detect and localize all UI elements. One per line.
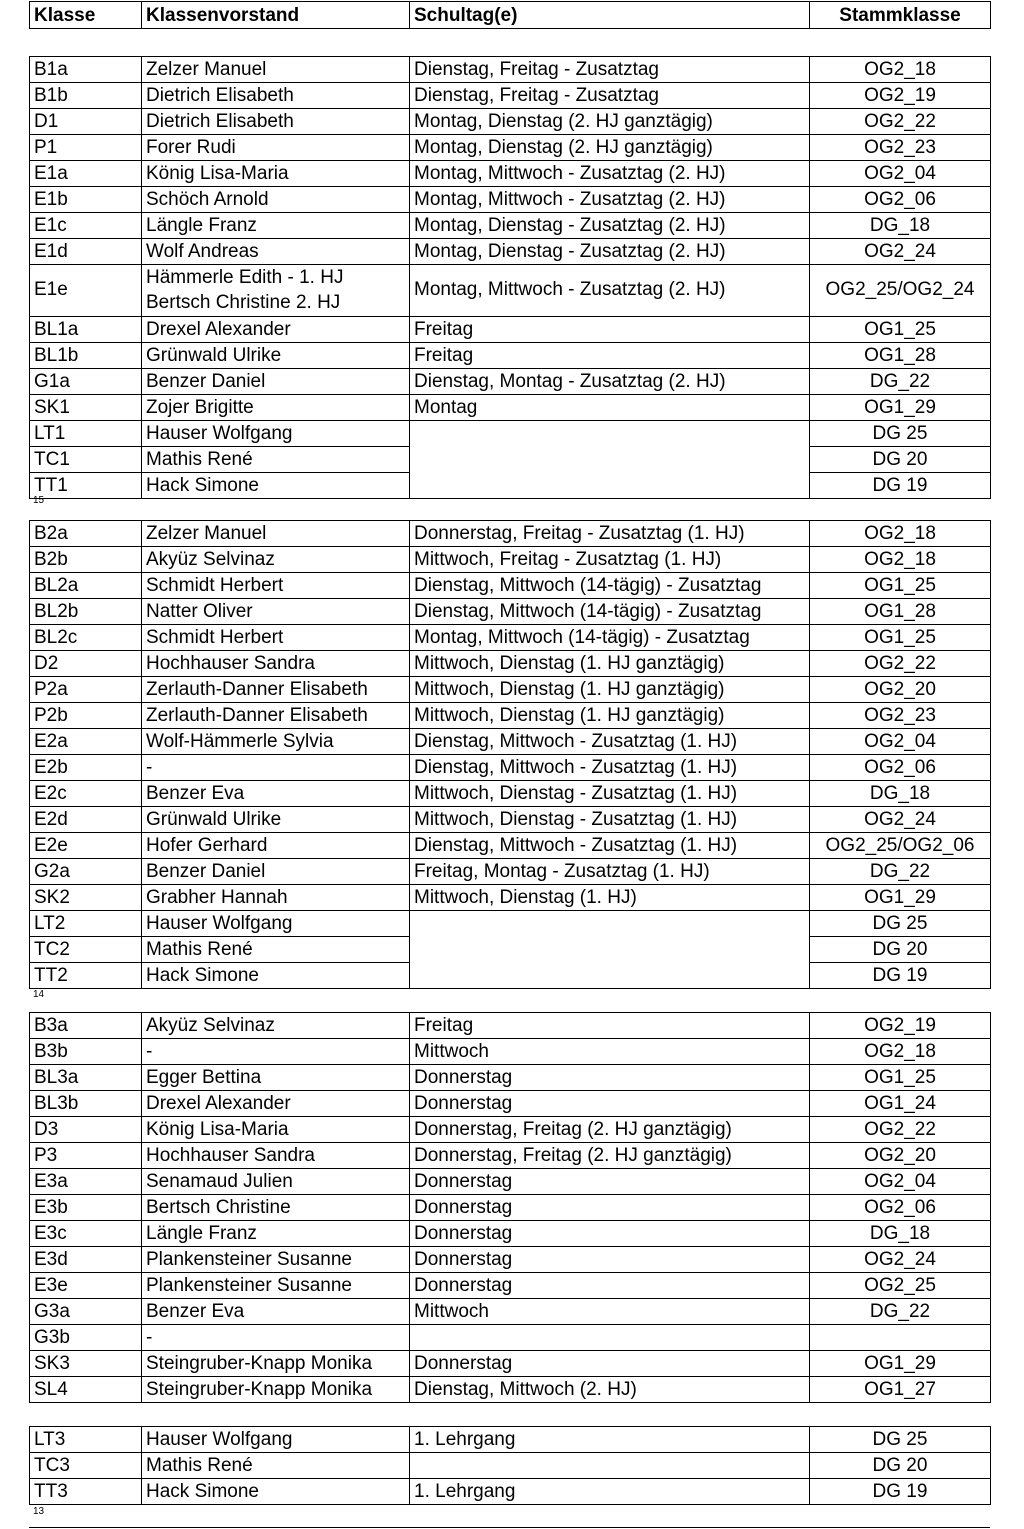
schultage-cell: Dienstag, Mittwoch - Zusatztag (1. HJ) bbox=[410, 729, 810, 755]
stammklasse-cell: OG2_18 bbox=[810, 1039, 991, 1065]
vorstand-cell bbox=[142, 265, 410, 317]
klasse-cell: LT2 bbox=[30, 911, 142, 937]
schultage-cell: Donnerstag bbox=[410, 1351, 810, 1377]
stammklasse-cell: OG2_18 bbox=[810, 57, 991, 83]
klasse-cell: SK1 bbox=[30, 395, 142, 421]
stammklasse-cell: OG2_23 bbox=[810, 703, 991, 729]
vorstand-cell: Schmidt Herbert bbox=[142, 573, 410, 599]
table-row bbox=[30, 213, 991, 239]
table-row bbox=[30, 781, 991, 807]
table-row bbox=[30, 833, 991, 859]
table-row bbox=[30, 1221, 991, 1247]
stammklasse-cell: OG2_20 bbox=[810, 1143, 991, 1169]
stammklasse-cell: DG_18 bbox=[810, 1221, 991, 1247]
schultage-cell: Montag, Mittwoch - Zusatztag (2. HJ) bbox=[410, 187, 810, 213]
table-row bbox=[30, 1479, 991, 1505]
stammklasse-cell: OG2_04 bbox=[810, 1169, 991, 1195]
table-row bbox=[30, 1117, 991, 1143]
schultage-cell: Mittwoch, Dienstag (1. HJ ganztägig) bbox=[410, 651, 810, 677]
klasse-cell: LT1 bbox=[30, 421, 142, 447]
table-row bbox=[30, 1039, 991, 1065]
klasse-cell: E2b bbox=[30, 755, 142, 781]
vorstand-cell: Steingruber-Knapp Monika bbox=[142, 1351, 410, 1377]
vorstand-cell: Zelzer Manuel bbox=[142, 521, 410, 547]
schultage-cell: Dienstag, Freitag - Zusatztag bbox=[410, 83, 810, 109]
header-schultage: Schultag(e) bbox=[410, 2, 810, 29]
schultage-cell: Dienstag, Mittwoch - Zusatztag (1. HJ) bbox=[410, 755, 810, 781]
schultage-cell: Dienstag, Montag - Zusatztag (2. HJ) bbox=[410, 369, 810, 395]
schultage-cell: Montag, Dienstag (2. HJ ganztägig) bbox=[410, 109, 810, 135]
table-row bbox=[30, 729, 991, 755]
vorstand-cell: Zojer Brigitte bbox=[142, 395, 410, 421]
vorstand-cell: Benzer Eva bbox=[142, 1299, 410, 1325]
klasse-cell: B2a bbox=[30, 521, 142, 547]
stammklasse-cell: DG 19 bbox=[810, 963, 991, 989]
section-4-table bbox=[29, 1426, 991, 1505]
klasse-cell: TT1 bbox=[30, 473, 142, 499]
stammklasse-cell: OG2_22 bbox=[810, 1117, 991, 1143]
vorstand-cell: Zelzer Manuel bbox=[142, 57, 410, 83]
stammklasse-cell: OG2_25/OG2_06 bbox=[810, 833, 991, 859]
klasse-cell: BL2b bbox=[30, 599, 142, 625]
stammklasse-cell: DG_22 bbox=[810, 859, 991, 885]
klasse-cell: SK3 bbox=[30, 1351, 142, 1377]
stammklasse-cell: OG1_29 bbox=[810, 395, 991, 421]
stammklasse-cell: OG2_04 bbox=[810, 729, 991, 755]
klasse-cell: P2a bbox=[30, 677, 142, 703]
vorstand-cell: Schmidt Herbert bbox=[142, 625, 410, 651]
stammklasse-cell: DG_22 bbox=[810, 369, 991, 395]
table-row bbox=[30, 239, 991, 265]
vorstand-cell: - bbox=[142, 755, 410, 781]
table-row bbox=[30, 135, 991, 161]
stammklasse-cell: OG2_19 bbox=[810, 83, 991, 109]
klasse-cell: E3d bbox=[30, 1247, 142, 1273]
vorstand-cell: Natter Oliver bbox=[142, 599, 410, 625]
schultage-cell: Dienstag, Mittwoch (2. HJ) bbox=[410, 1377, 810, 1403]
vorstand-cell: Hochhauser Sandra bbox=[142, 1143, 410, 1169]
table-row bbox=[30, 1013, 991, 1039]
klasse-cell: TT2 bbox=[30, 963, 142, 989]
stammklasse-cell: OG2_24 bbox=[810, 807, 991, 833]
vorstand-cell: Hochhauser Sandra bbox=[142, 651, 410, 677]
vorstand-cell: Wolf Andreas bbox=[142, 239, 410, 265]
table-row bbox=[30, 1143, 991, 1169]
table-row bbox=[30, 1325, 991, 1351]
schultage-cell: Donnerstag bbox=[410, 1091, 810, 1117]
schultage-cell: Mittwoch bbox=[410, 1039, 810, 1065]
klasse-cell: E1b bbox=[30, 187, 142, 213]
stammklasse-cell: OG2_25 bbox=[810, 1273, 991, 1299]
stammklasse-cell: OG2_06 bbox=[810, 1195, 991, 1221]
schultage-cell: Montag, Dienstag - Zusatztag (2. HJ) bbox=[410, 239, 810, 265]
vorstand-cell: Hack Simone bbox=[142, 473, 410, 499]
stammklasse-cell: DG_18 bbox=[810, 213, 991, 239]
klasse-cell: B1a bbox=[30, 57, 142, 83]
section-2-table bbox=[29, 520, 991, 989]
schultage-merged-cell bbox=[410, 911, 810, 989]
vorstand-cell: Senamaud Julien bbox=[142, 1169, 410, 1195]
section-4-count: 13 bbox=[33, 1506, 45, 1517]
klasse-cell: E1d bbox=[30, 239, 142, 265]
schultage-cell: Mittwoch, Dienstag (1. HJ) bbox=[410, 885, 810, 911]
table-row bbox=[30, 57, 991, 83]
table-row bbox=[30, 161, 991, 187]
stammklasse-cell: OG2_22 bbox=[810, 109, 991, 135]
schultage-cell: Dienstag, Mittwoch - Zusatztag (1. HJ) bbox=[410, 833, 810, 859]
table-row bbox=[30, 343, 991, 369]
stammklasse-cell: OG2_25/OG2_24 bbox=[810, 265, 991, 317]
vorstand-cell: Mathis René bbox=[142, 1453, 410, 1479]
vorstand-cell: Akyüz Selvinaz bbox=[142, 547, 410, 573]
schultage-cell bbox=[410, 1453, 810, 1479]
klasse-cell: BL3b bbox=[30, 1091, 142, 1117]
stammklasse-cell: DG 19 bbox=[810, 1479, 991, 1505]
vorstand-cell: Benzer Daniel bbox=[142, 369, 410, 395]
vorstand-cell: Hauser Wolfgang bbox=[142, 911, 410, 937]
klasse-cell: E1a bbox=[30, 161, 142, 187]
table-row bbox=[30, 573, 991, 599]
table-row bbox=[30, 421, 991, 447]
stammklasse-cell: OG2_24 bbox=[810, 1247, 991, 1273]
table-row bbox=[30, 1247, 991, 1273]
stammklasse-cell: DG 25 bbox=[810, 911, 991, 937]
vorstand-cell: Forer Rudi bbox=[142, 135, 410, 161]
vorstand-cell: Dietrich Elisabeth bbox=[142, 83, 410, 109]
schultage-cell: Montag, Mittwoch - Zusatztag (2. HJ) bbox=[410, 161, 810, 187]
schultage-cell: Mittwoch, Dienstag - Zusatztag (1. HJ) bbox=[410, 807, 810, 833]
table-row bbox=[30, 265, 991, 317]
header-row bbox=[30, 2, 991, 29]
table-row bbox=[30, 83, 991, 109]
vorstand-cell: Akyüz Selvinaz bbox=[142, 1013, 410, 1039]
vorstand-cell: - bbox=[142, 1325, 410, 1351]
stammklasse-cell: DG 20 bbox=[810, 1453, 991, 1479]
klasse-cell: D3 bbox=[30, 1117, 142, 1143]
table-row bbox=[30, 547, 991, 573]
klasse-cell: B2b bbox=[30, 547, 142, 573]
klasse-cell: D1 bbox=[30, 109, 142, 135]
schultage-cell: Dienstag, Mittwoch (14-tägig) - Zusatztag bbox=[410, 599, 810, 625]
table-row bbox=[30, 1273, 991, 1299]
schultage-cell: Dienstag, Freitag - Zusatztag bbox=[410, 57, 810, 83]
vorstand-cell: Wolf-Hämmerle Sylvia bbox=[142, 729, 410, 755]
vorstand-cell: Benzer Daniel bbox=[142, 859, 410, 885]
table-row bbox=[30, 859, 991, 885]
klasse-cell: BL3a bbox=[30, 1065, 142, 1091]
klasse-cell: TC3 bbox=[30, 1453, 142, 1479]
stammklasse-cell: DG 25 bbox=[810, 1427, 991, 1453]
stammklasse-cell: DG_18 bbox=[810, 781, 991, 807]
klasse-cell: E2d bbox=[30, 807, 142, 833]
klasse-cell: G1a bbox=[30, 369, 142, 395]
table-row bbox=[30, 395, 991, 421]
vorstand-cell: Grabher Hannah bbox=[142, 885, 410, 911]
schultage-cell: Donnerstag bbox=[410, 1169, 810, 1195]
table-row bbox=[30, 109, 991, 135]
klasse-cell: B3a bbox=[30, 1013, 142, 1039]
schultage-cell: Mittwoch, Dienstag - Zusatztag (1. HJ) bbox=[410, 781, 810, 807]
stammklasse-cell: OG1_24 bbox=[810, 1091, 991, 1117]
stammklasse-cell: DG 25 bbox=[810, 421, 991, 447]
stammklasse-cell: DG_22 bbox=[810, 1299, 991, 1325]
vorstand-cell: Dietrich Elisabeth bbox=[142, 109, 410, 135]
section-2-count: 14 bbox=[33, 989, 45, 1000]
schultage-cell: Mittwoch bbox=[410, 1299, 810, 1325]
stammklasse-cell: OG1_25 bbox=[810, 1065, 991, 1091]
klasse-cell: E3c bbox=[30, 1221, 142, 1247]
table-row bbox=[30, 1195, 991, 1221]
klasse-cell: G3a bbox=[30, 1299, 142, 1325]
stammklasse-cell: OG1_29 bbox=[810, 1351, 991, 1377]
vorstand-cell: Benzer Eva bbox=[142, 781, 410, 807]
table-row bbox=[30, 1065, 991, 1091]
schultage-cell: Montag, Dienstag - Zusatztag (2. HJ) bbox=[410, 213, 810, 239]
klasse-cell: B1b bbox=[30, 83, 142, 109]
schultage-cell: Montag, Mittwoch - Zusatztag (2. HJ) bbox=[410, 265, 810, 317]
vorstand-cell: - bbox=[142, 1039, 410, 1065]
stammklasse-cell: OG1_28 bbox=[810, 599, 991, 625]
stammklasse-cell: OG1_27 bbox=[810, 1377, 991, 1403]
klasse-cell: G2a bbox=[30, 859, 142, 885]
table-row bbox=[30, 1453, 991, 1479]
vorstand-cell: Grünwald Ulrike bbox=[142, 807, 410, 833]
vorstand-cell: Zerlauth-Danner Elisabeth bbox=[142, 703, 410, 729]
table-row bbox=[30, 1299, 991, 1325]
section-1-table bbox=[29, 56, 991, 499]
stammklasse-cell: OG1_28 bbox=[810, 343, 991, 369]
stammklasse-cell: OG1_29 bbox=[810, 885, 991, 911]
vorstand-cell: Grünwald Ulrike bbox=[142, 343, 410, 369]
stammklasse-cell: OG2_19 bbox=[810, 1013, 991, 1039]
klasse-cell: SL4 bbox=[30, 1377, 142, 1403]
schultage-merged-cell bbox=[410, 421, 810, 499]
header-table bbox=[29, 1, 991, 29]
vorstand-cell: Drexel Alexander bbox=[142, 1091, 410, 1117]
schultage-cell: Montag, Dienstag (2. HJ ganztägig) bbox=[410, 135, 810, 161]
schultage-cell: Freitag, Montag - Zusatztag (1. HJ) bbox=[410, 859, 810, 885]
schultage-cell: Donnerstag bbox=[410, 1065, 810, 1091]
vorstand-cell: König Lisa-Maria bbox=[142, 161, 410, 187]
klasse-cell: SK2 bbox=[30, 885, 142, 911]
vorstand-line-2: Bertsch Christine 2. HJ bbox=[146, 291, 341, 313]
schultage-cell: Donnerstag, Freitag - Zusatztag (1. HJ) bbox=[410, 521, 810, 547]
vorstand-line-1: Hämmerle Edith - 1. HJ bbox=[146, 266, 344, 288]
klasse-cell: BL1a bbox=[30, 317, 142, 343]
klasse-cell: P2b bbox=[30, 703, 142, 729]
stammklasse-cell: DG 19 bbox=[810, 473, 991, 499]
klasse-cell: TT3 bbox=[30, 1479, 142, 1505]
table-row bbox=[30, 885, 991, 911]
table-row bbox=[30, 911, 991, 937]
schultage-cell: Mittwoch, Dienstag (1. HJ ganztägig) bbox=[410, 677, 810, 703]
vorstand-cell: Drexel Alexander bbox=[142, 317, 410, 343]
schultage-cell: 1. Lehrgang bbox=[410, 1427, 810, 1453]
schultage-cell: Dienstag, Mittwoch (14-tägig) - Zusatztag bbox=[410, 573, 810, 599]
table-row bbox=[30, 521, 991, 547]
schultage-cell: Freitag bbox=[410, 343, 810, 369]
vorstand-cell: Hauser Wolfgang bbox=[142, 1427, 410, 1453]
schultage-cell: Donnerstag bbox=[410, 1273, 810, 1299]
klasse-cell: BL2c bbox=[30, 625, 142, 651]
vorstand-cell: Hack Simone bbox=[142, 1479, 410, 1505]
stammklasse-cell: OG2_22 bbox=[810, 651, 991, 677]
schultage-cell bbox=[410, 1325, 810, 1351]
stammklasse-cell: OG1_25 bbox=[810, 625, 991, 651]
klasse-cell: BL2a bbox=[30, 573, 142, 599]
klasse-cell: P3 bbox=[30, 1143, 142, 1169]
table-row bbox=[30, 677, 991, 703]
klasse-cell: E1c bbox=[30, 213, 142, 239]
stammklasse-cell bbox=[810, 1325, 991, 1351]
vorstand-cell: Bertsch Christine bbox=[142, 1195, 410, 1221]
table-row bbox=[30, 651, 991, 677]
vorstand-cell: Mathis René bbox=[142, 937, 410, 963]
schultage-cell: Freitag bbox=[410, 1013, 810, 1039]
table-row bbox=[30, 1169, 991, 1195]
stammklasse-cell: OG2_24 bbox=[810, 239, 991, 265]
klasse-cell: E3b bbox=[30, 1195, 142, 1221]
table-row bbox=[30, 625, 991, 651]
stammklasse-cell: DG 20 bbox=[810, 937, 991, 963]
table-row bbox=[30, 807, 991, 833]
vorstand-cell: Hofer Gerhard bbox=[142, 833, 410, 859]
stammklasse-cell: OG2_06 bbox=[810, 755, 991, 781]
schultage-cell: Donnerstag, Freitag (2. HJ ganztägig) bbox=[410, 1117, 810, 1143]
stammklasse-cell: OG2_18 bbox=[810, 547, 991, 573]
table-row bbox=[30, 1091, 991, 1117]
table-row bbox=[30, 755, 991, 781]
klasse-cell: B3b bbox=[30, 1039, 142, 1065]
stammklasse-cell: OG2_20 bbox=[810, 677, 991, 703]
schultage-cell: 1. Lehrgang bbox=[410, 1479, 810, 1505]
vorstand-cell: Egger Bettina bbox=[142, 1065, 410, 1091]
stammklasse-cell: OG2_23 bbox=[810, 135, 991, 161]
vorstand-cell: Hauser Wolfgang bbox=[142, 421, 410, 447]
schultage-cell: Montag bbox=[410, 395, 810, 421]
table-row bbox=[30, 1351, 991, 1377]
table-row bbox=[30, 1427, 991, 1453]
section-3-table bbox=[29, 1012, 991, 1403]
klasse-cell: E2a bbox=[30, 729, 142, 755]
stammklasse-cell: OG2_18 bbox=[810, 521, 991, 547]
schultage-cell: Mittwoch, Dienstag (1. HJ ganztägig) bbox=[410, 703, 810, 729]
table-row bbox=[30, 599, 991, 625]
stammklasse-cell: OG2_04 bbox=[810, 161, 991, 187]
stammklasse-cell: DG 20 bbox=[810, 447, 991, 473]
vorstand-cell: Steingruber-Knapp Monika bbox=[142, 1377, 410, 1403]
schultage-cell: Donnerstag bbox=[410, 1247, 810, 1273]
vorstand-cell: Zerlauth-Danner Elisabeth bbox=[142, 677, 410, 703]
bottom-divider bbox=[29, 1527, 990, 1528]
klasse-cell: BL1b bbox=[30, 343, 142, 369]
header-stammklasse: Stammklasse bbox=[810, 2, 991, 29]
klasse-cell: E2e bbox=[30, 833, 142, 859]
klasse-cell: E3e bbox=[30, 1273, 142, 1299]
klasse-cell: G3b bbox=[30, 1325, 142, 1351]
section-1-count: 15 bbox=[33, 495, 45, 506]
stammklasse-cell: OG2_06 bbox=[810, 187, 991, 213]
vorstand-cell: Mathis René bbox=[142, 447, 410, 473]
schultage-cell: Donnerstag, Freitag (2. HJ ganztägig) bbox=[410, 1143, 810, 1169]
table-row bbox=[30, 1377, 991, 1403]
vorstand-cell: Hack Simone bbox=[142, 963, 410, 989]
schultage-cell: Donnerstag bbox=[410, 1195, 810, 1221]
vorstand-cell: König Lisa-Maria bbox=[142, 1117, 410, 1143]
klasse-cell: D2 bbox=[30, 651, 142, 677]
klasse-cell: E1e bbox=[30, 265, 142, 317]
table-row bbox=[30, 703, 991, 729]
table-row bbox=[30, 187, 991, 213]
vorstand-cell: Plankensteiner Susanne bbox=[142, 1247, 410, 1273]
vorstand-cell: Längle Franz bbox=[142, 213, 410, 239]
header-klassenvorstand: Klassenvorstand bbox=[142, 2, 410, 29]
klasse-cell: E3a bbox=[30, 1169, 142, 1195]
vorstand-cell: Schöch Arnold bbox=[142, 187, 410, 213]
schultage-cell: Mittwoch, Freitag - Zusatztag (1. HJ) bbox=[410, 547, 810, 573]
vorstand-cell: Plankensteiner Susanne bbox=[142, 1273, 410, 1299]
klasse-cell: TC2 bbox=[30, 937, 142, 963]
schultage-cell: Freitag bbox=[410, 317, 810, 343]
klasse-cell: TC1 bbox=[30, 447, 142, 473]
schultage-cell: Donnerstag bbox=[410, 1221, 810, 1247]
table-row bbox=[30, 369, 991, 395]
vorstand-cell: Längle Franz bbox=[142, 1221, 410, 1247]
klasse-cell: LT3 bbox=[30, 1427, 142, 1453]
schultage-cell: Montag, Mittwoch (14-tägig) - Zusatztag bbox=[410, 625, 810, 651]
stammklasse-cell: OG1_25 bbox=[810, 573, 991, 599]
klasse-cell: P1 bbox=[30, 135, 142, 161]
header-klasse: Klasse bbox=[30, 2, 142, 29]
stammklasse-cell: OG1_25 bbox=[810, 317, 991, 343]
klasse-cell: E2c bbox=[30, 781, 142, 807]
table-row bbox=[30, 317, 991, 343]
